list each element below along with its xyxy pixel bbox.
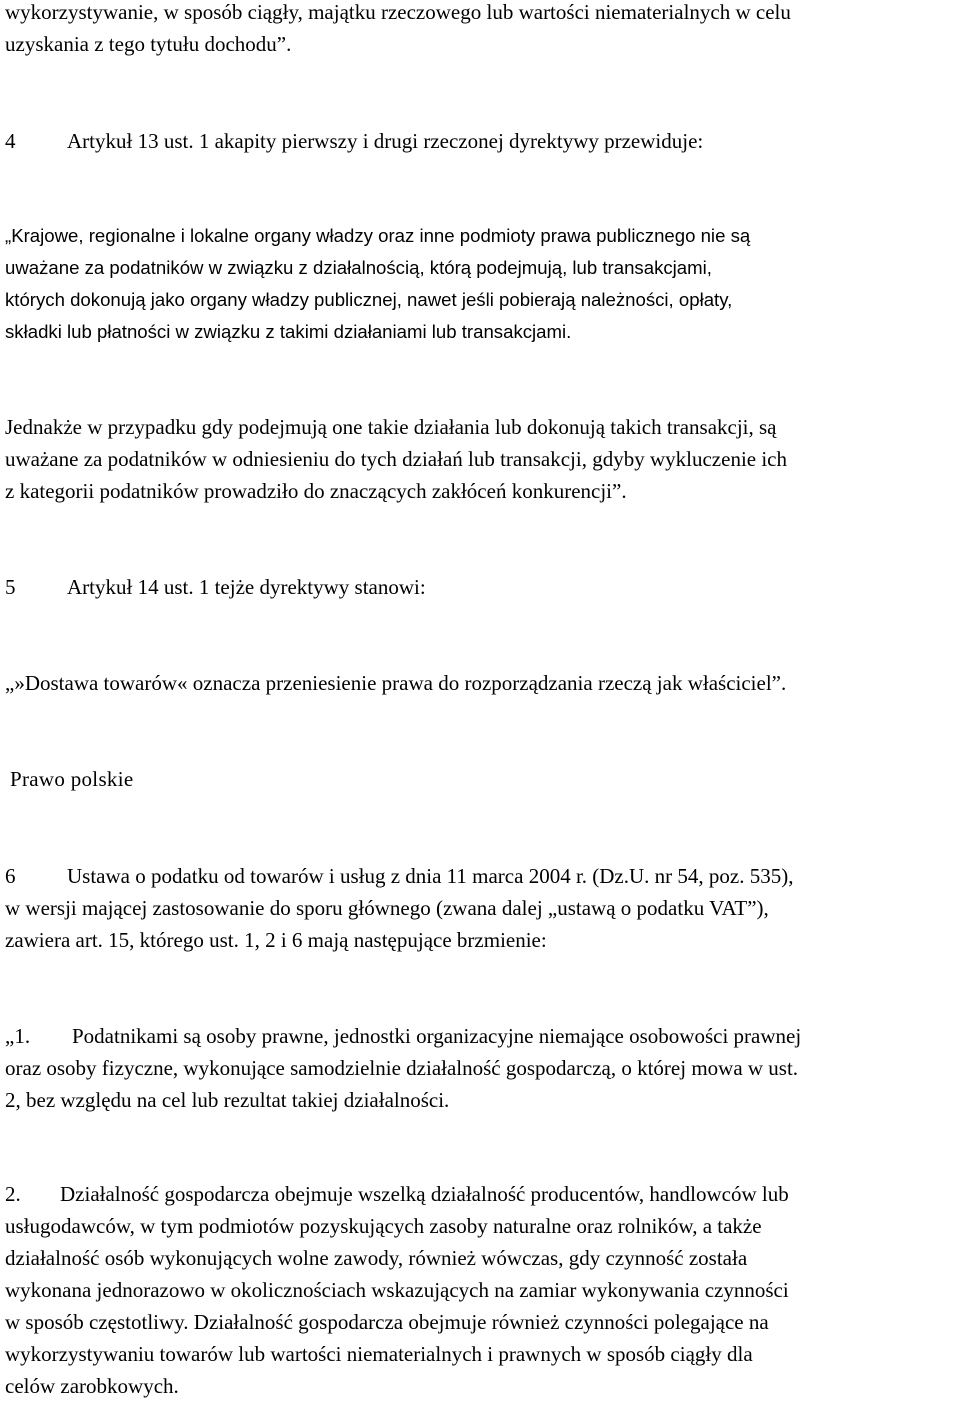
text-line: uzyskania z tego tytułu dochodu”. (5, 32, 292, 56)
paragraph-number: 6 (5, 864, 16, 888)
quote-point-2 (5, 1178, 955, 1402)
text-line: których dokonują jako organy władzy publicznej, nawet jeśli pobierają należności, opłaty, (5, 289, 733, 310)
text-line: Ustawa o podatku od towarów i usług z dnia 11 marca 2004 r. (Dz.U. nr 54, poz. 535), (67, 864, 794, 888)
text-line: uważane za podatników w związku z działalnością, którą podejmują, lub transakcjami, (5, 257, 712, 278)
paragraph-6 (5, 860, 955, 956)
text-line: działalność osób wykonujących wolne zawody, również wówczas, gdy czynność została (5, 1246, 748, 1270)
text-line: z kategorii podatników prowadziło do znaczących zakłóceń konkurencji”. (5, 479, 627, 503)
paragraph-4 (5, 125, 955, 157)
text-line: w sposób częstotliwy. Działalność gospodarcza obejmuje również czynności polegające na (5, 1310, 769, 1334)
text-line: usługodawców, w tym podmiotów pozyskujących zasoby naturalne oraz rolników, a także (5, 1214, 762, 1238)
text-line: „»Dostawa towarów« oznacza przeniesienie prawa do rozporządzania rzeczą jak właściciel”. (5, 671, 787, 695)
section-heading (10, 763, 960, 795)
text-line: „Krajowe, regionalne i lokalne organy władzy oraz inne podmioty prawa publicznego nie są (5, 225, 751, 246)
text-line: wykorzystywaniu towarów lub wartości niematerialnych i prawnych w sposób ciągły dla (5, 1342, 753, 1366)
paragraph-number: 4 (5, 129, 16, 153)
heading-text: Prawo polskie (10, 767, 134, 791)
text-line: zawiera art. 15, którego ust. 1, 2 i 6 mają następujące brzmienie: (5, 928, 547, 952)
paragraph-text: Artykuł 13 ust. 1 akapity pierwszy i drugi rzeczonej dyrektywy przewiduje: (67, 129, 704, 153)
quote-article-13-first (5, 220, 955, 348)
paragraph-number: 5 (5, 575, 16, 599)
point-number: 2. (5, 1182, 21, 1206)
text-line: 2, bez względu na cel lub rezultat takiej działalności. (5, 1088, 450, 1112)
text-line: wykorzystywanie, w sposób ciągły, majątku rzeczowego lub wartości niematerialnych w celu (5, 0, 791, 24)
text-line: wykonana jednorazowo w okolicznościach wskazujących na zamiar wykonywania czynności (5, 1278, 789, 1302)
quote-article-14 (5, 667, 955, 699)
text-line: oraz osoby fizyczne, wykonujące samodzielnie działalność gospodarczą, o której mowa w ust. (5, 1056, 799, 1080)
paragraph-text: Artykuł 14 ust. 1 tejże dyrektywy stanowi: (67, 575, 426, 599)
text-line: Jednakże w przypadku gdy podejmują one takie działania lub dokonują takich transakcji, są (5, 415, 777, 439)
intro-continuation (5, 0, 955, 60)
text-line: celów zarobkowych. (5, 1374, 179, 1398)
text-line: składki lub płatności w związku z takimi działaniami lub transakcjami. (5, 321, 572, 342)
paragraph-5 (5, 571, 955, 603)
point-number: „1. (5, 1024, 31, 1048)
quote-article-13-second (5, 411, 955, 507)
text-line: uważane za podatników w odniesieniu do tych działań lub transakcji, gdyby wykluczenie ich (5, 447, 788, 471)
quote-point-1 (5, 1020, 955, 1116)
text-line: Podatnikami są osoby prawne, jednostki organizacyjne niemające osobowości prawnej (72, 1024, 802, 1048)
text-line: Działalność gospodarcza obejmuje wszelką działalność producentów, handlowców lub (60, 1182, 789, 1206)
text-line: w wersji mającej zastosowanie do sporu głównego (zwana dalej „ustawą o podatku VAT”), (5, 896, 769, 920)
